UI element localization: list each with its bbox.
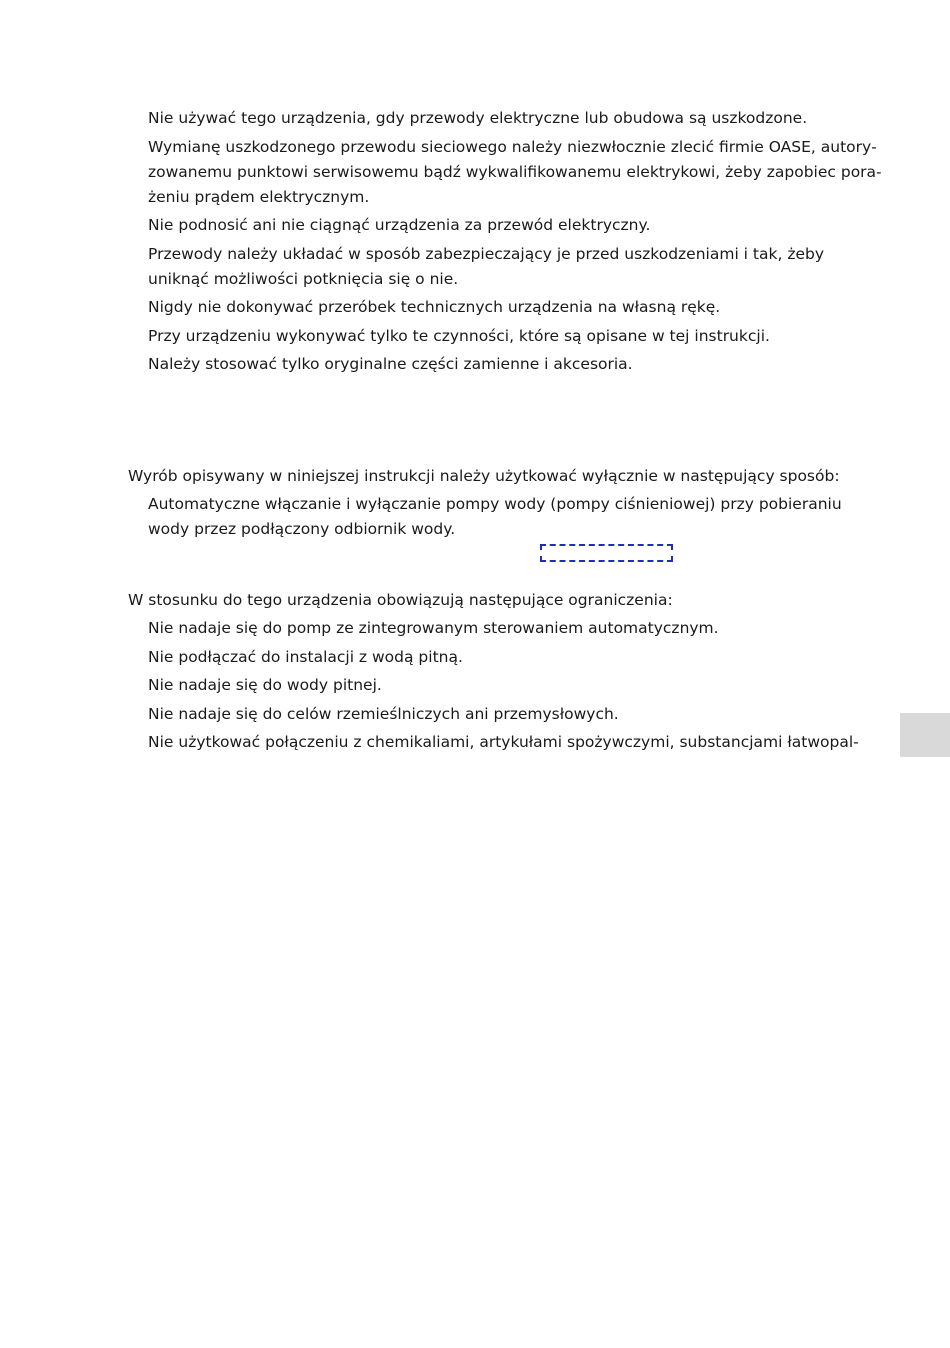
dashed-placeholder-box [540, 544, 673, 562]
restrictions-list [148, 616, 883, 759]
list-item: Nie nadaje się do pomp ze zintegrowanym sterowaniem automatycznym. [148, 619, 719, 637]
page-side-tab [900, 713, 950, 757]
list-item: Nie użytkować połączeniu z chemikaliami, artykułami spożywczymi, substancjami łatwopal- [148, 733, 859, 751]
safety-list [148, 106, 883, 381]
list-item: Należy stosować tylko oryginalne części zamienne i akcesoria. [148, 355, 633, 373]
list-item: Automatyczne włączanie i wyłączanie pompy wody (pompy ciśnieniowej) przy pobieraniu wody przez podłączony odbiornik wody. [148, 495, 842, 538]
list-item: Przewody należy układać w sposób zabezpieczający je przed uszkodzeniami i tak, żeby uniknąć możliwości potknięcia się o nie. [148, 244, 824, 288]
list-item: Przy urządzeniu wykonywać tylko te czynności, które są opisane w tej instrukcji. [148, 326, 770, 345]
list-item: Nie używać tego urządzenia, gdy przewody elektryczne lub obudowa są uszkodzone. [148, 109, 808, 127]
intended-use-list [148, 492, 883, 546]
list-item: Wymianę uszkodzonego przewodu sieciowego należy niezwłocznie zlecić firmie OASE, autoryzowanemu punktowi serwisowemu bądź wykwalifikowanemu elektrykowi, żeby zapobiec porażeniu prądem elektrycznym. [148, 137, 882, 206]
list-item: Nie podnosić ani nie ciągnąć urządzenia za przewód elektryczny. [148, 216, 651, 234]
list-item: Nigdy nie dokonywać przeróbek technicznych urządzenia na własną rękę. [148, 298, 721, 316]
list-item: Nie nadaje się do celów rzemieślniczych ani przemysłowych. [148, 704, 619, 723]
intended-use-intro: Wyrób opisywany w niniejszej instrukcji należy użytkować wyłącznie w następujący sposób: [128, 467, 840, 485]
list-item: Nie podłączać do instalacji z wodą pitną. [148, 647, 463, 666]
restrictions-intro: W stosunku do tego urządzenia obowiązują następujące ograniczenia: [128, 591, 673, 609]
list-item: Nie nadaje się do wody pitnej. [148, 676, 382, 694]
